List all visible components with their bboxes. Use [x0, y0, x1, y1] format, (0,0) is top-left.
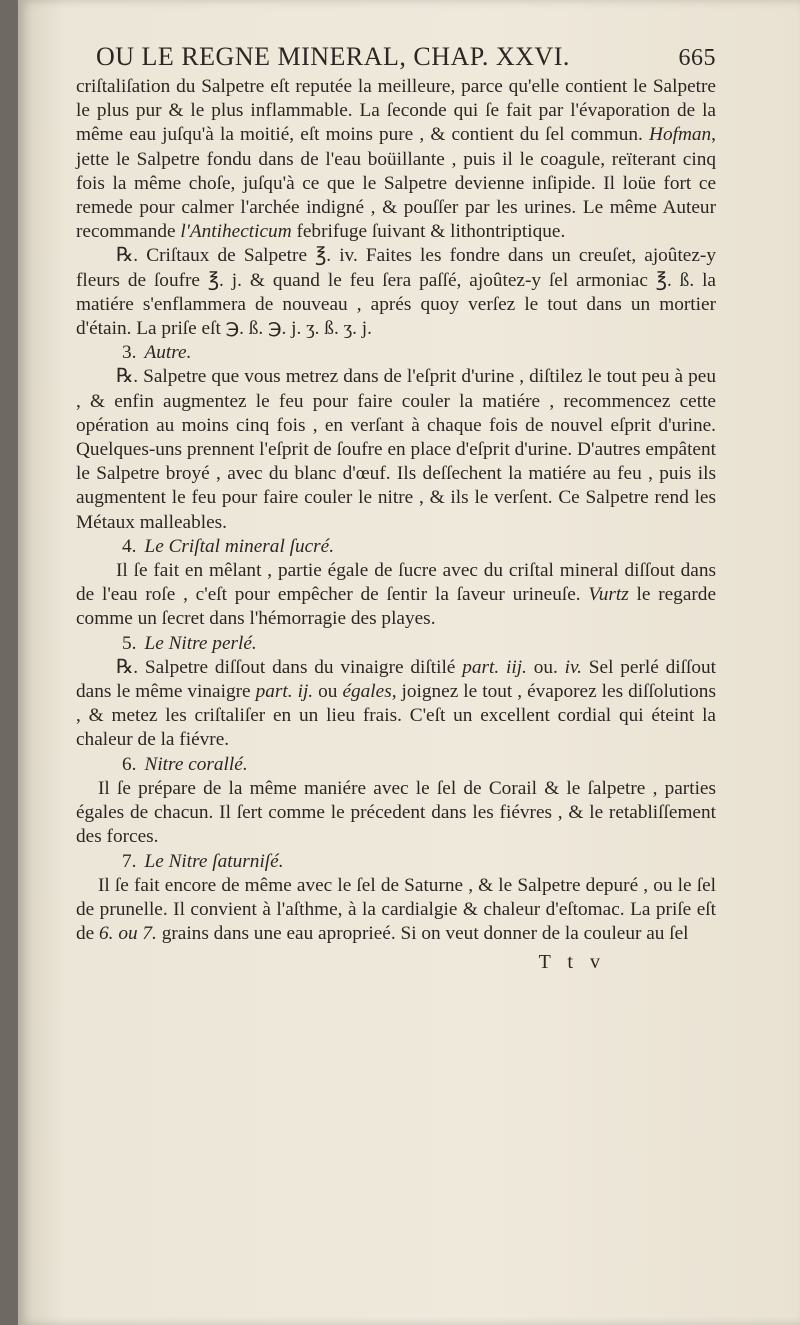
- book-page: [18, 0, 800, 1325]
- section-number: 3.: [122, 342, 137, 364]
- paragraph-3: ℞. Salpetre que vous metrez dans de l'eſprit d'urine , diſtilez le tout peu à peu , & enfin augmentez le feu pour faire couler la matiére , recommencez cette opération au moins cinq fois , en verſant à chaque fois de nouvel eſprit d'urine. Quelques-uns prennent l'eſprit de ſoufre en place d'eſprit d'urine. D'autres empâtent le Salpetre broyé , avec du blanc d'œuf. Ils deſſechent la matiére au feu , puis ils augmentent le feu pour faire couler le nitre , & ils le verſent. Ce Salpetre rend les Métaux malleables.: [76, 366, 716, 533]
- paragraph-2: ℞. Criſtaux de Salpetre ℥. iv. Faites les fondre dans un creuſet, ajoûtez-y fleurs de ſoufre ℥. j. & quand le feu ſera paſſé, ajoûtez-y ſel armoniac ℥. ß. la matiére s'enflammera de nouveau , aprés quoy verſez le tout dans un mortier d'étain. La priſe eſt ℈. ß. ℈. j. ʒ. ß. ʒ. j.: [76, 245, 716, 340]
- page-text-block: [76, 40, 716, 975]
- section-heading-3: [76, 341, 716, 365]
- paragraph-5-text-e: joignez le tout , évaporez les diſſolutions , & metez les criſtaliſer en un lieu frais. C'eſt un excellent cordial qui éteint la chaleur de la fiévre.: [76, 681, 716, 751]
- paragraph-5-text-d: ou: [318, 681, 338, 703]
- paragraph-5-text: ℞. Salpetre diſſout dans du vinaigre diſtilé: [116, 656, 456, 678]
- section-number: 4.: [122, 535, 137, 557]
- section-heading-6: [76, 753, 716, 777]
- signature-mark: [76, 950, 716, 974]
- section-title: Autre.: [144, 342, 192, 364]
- section-heading-4: [76, 535, 716, 559]
- running-title: OU LE REGNE MINERAL, CHAP. XXVI.: [96, 42, 570, 71]
- paragraph-4-text: Il ſe fait en mêlant , partie égale de ſucre avec du criſtal mineral diſſout dans de l'eau roſe , c'eſt pour empêcher de ſentir la ſaveur urineuſe.: [76, 560, 716, 606]
- paragraph-7-text-b: grains dans une eau aproprieé. Si on veut donner de la couleur au ſel: [161, 923, 689, 945]
- section-heading-5: [76, 632, 716, 656]
- paragraph-1-text: criſtaliſation du Salpetre eſt reputée la meilleure, parce qu'elle contient le Salpetre le plus pur & le plus inflammable. La ſeconde qui ſe fait par l'évaporation de la même eau juſqu'à la moitié, eſt moins pure , & contient du ſel commun.: [76, 76, 716, 146]
- remedy-name: l'Antihecticum: [180, 221, 292, 243]
- paragraph-1: [76, 75, 716, 244]
- section-title: Nitre corallé.: [144, 753, 248, 775]
- part-measure: part. ij.: [255, 681, 314, 703]
- signature-text: T t v: [538, 951, 606, 974]
- section-heading-7: [76, 850, 716, 874]
- author-name: Vurtz: [588, 584, 629, 606]
- paragraph-5: [76, 656, 716, 753]
- running-header: [96, 40, 716, 75]
- section-number: 6.: [122, 753, 137, 775]
- author-name: Hofman: [649, 124, 712, 146]
- paragraph-6: Il ſe prépare de la même maniére avec le ſel de Corail & le ſalpetre , parties égales de chacun. Il ſert comme le précedent dans les fiévres , & le retabliſſement des forces.: [76, 777, 716, 848]
- paragraph-1-text-c: febrifuge ſuivant & lithontriptique.: [296, 221, 566, 243]
- section-number: 7.: [122, 850, 137, 872]
- part-measure: égales,: [342, 681, 397, 703]
- part-measure: iv.: [564, 656, 582, 678]
- section-title: Le Nitre ſaturniſé.: [144, 850, 284, 872]
- paragraph-7: [76, 874, 716, 947]
- dose-value: 6. ou 7.: [99, 923, 157, 945]
- section-title: Le Nitre perlé.: [144, 632, 257, 654]
- section-title: Le Criſtal mineral ſucré.: [144, 535, 335, 557]
- paragraph-7-text: Il ſe fait encore de même avec le ſel de Saturne , & le Salpetre depuré , ou le ſel de prunelle. Il convient à l'aſthme, à la cardialgie & chaleur d'eſtomac. La priſe eſt de: [76, 874, 716, 945]
- paragraph-1-text-b: , jette le Salpetre fondu dans de l'eau boüillante , puis il le coagule, reïterant cinq fois la même choſe, juſqu'à ce que le Salpetre devienne inſipide. Il loüe fort ce remede pour calmer l'archée indigné , & pouſſer par les urines. Le même Auteur recommande: [76, 124, 716, 243]
- part-measure: part. iij.: [462, 656, 527, 678]
- paragraph-4: [76, 559, 716, 632]
- section-number: 5.: [122, 632, 137, 654]
- paragraph-4-text-b: le regarde comme un ſecret dans l'hémorragie des playes.: [76, 584, 716, 630]
- paragraph-5-text-b: ou.: [533, 656, 558, 678]
- paragraph-5-text-c: Sel perlé diſſout dans le même vinaigre: [76, 656, 716, 703]
- page-number: 665: [678, 45, 716, 71]
